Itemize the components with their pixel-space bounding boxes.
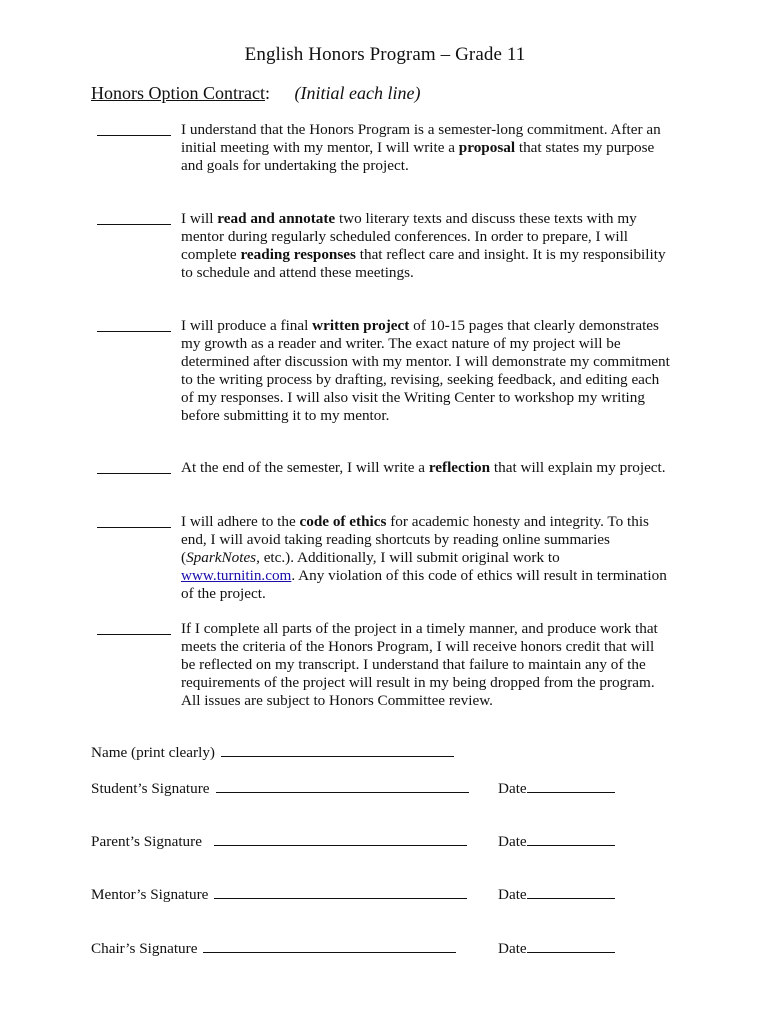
chair-signature-field[interactable] — [203, 940, 456, 953]
clause-text — [181, 317, 671, 425]
clause-italic-term: SparkNotes — [186, 549, 257, 566]
clause-text-part: that will explain my project. — [490, 459, 666, 476]
initial-blank[interactable] — [97, 634, 171, 635]
parent-date — [498, 833, 615, 851]
clause-text-part: I will adhere to the — [181, 513, 300, 530]
clause-text-part: two literary texts and discuss these texts with my mentor during regularly scheduled conferences. In order to prepare, I will complete — [181, 210, 637, 263]
clause-text-part: that states my purpose and goals for undertaking the project. — [181, 139, 655, 174]
contract-heading — [91, 83, 420, 104]
clause-text-part: of 10-15 pages that clearly demonstrates my growth as a reader and writer. The exact nature of my project will be determined after discussion with my mentor. I will demonstrate my commitment to the writing process by drafting, revising, seeking feedback, and editing each of my responses. I will also visit the Writing Center to workshop my writing before submitting it to my mentor. — [181, 317, 670, 424]
student-signature-label: Student’s Signature — [91, 780, 210, 797]
page-title: English Honors Program – Grade 11 — [244, 44, 526, 65]
mentor-date-field[interactable] — [527, 886, 615, 899]
student-date — [498, 780, 615, 798]
clause-ethics — [97, 513, 677, 603]
date-label: Date — [498, 780, 527, 797]
initial-blank[interactable] — [97, 135, 171, 136]
student-date-field[interactable] — [527, 780, 615, 793]
chair-signature-label: Chair’s Signature — [91, 940, 198, 957]
parent-signature-row — [91, 833, 467, 851]
clause-text-part: At the end of the semester, I will write a — [181, 459, 429, 476]
parent-signature-label: Parent’s Signature — [91, 833, 202, 850]
mentor-signature-field[interactable] — [214, 886, 467, 899]
clause-bold-term: reflection — [428, 459, 491, 476]
chair-signature-row — [91, 940, 456, 958]
initial-blank[interactable] — [97, 331, 171, 332]
clause-text — [181, 121, 671, 175]
clause-bold-term: proposal — [458, 139, 516, 156]
clause-text-part: If I complete all parts of the project in a timely manner, and produce work that meets the criteria of the Honors Program, I will receive honors credit that will be reflected on my transcript. I understand that failure to maintain any of the requirements of the project will result in my being dropped from the program. All issues are subject to Honors Committee review. — [181, 620, 658, 709]
initial-instruction: (Initial each line) — [294, 83, 421, 103]
clause-text — [181, 620, 671, 710]
name-row — [91, 744, 454, 762]
initial-blank[interactable] — [97, 224, 171, 225]
clause-honors-credit — [97, 620, 677, 710]
student-signature-row — [91, 780, 469, 798]
clause-text — [181, 210, 671, 282]
contract-colon: : — [264, 83, 270, 103]
chair-date-field[interactable] — [527, 940, 615, 953]
clause-text-part: I will produce a final — [181, 317, 313, 334]
mentor-date — [498, 886, 615, 904]
clause-text — [181, 513, 671, 603]
date-label: Date — [498, 940, 527, 957]
clause-text-part: I understand that the Honors Program is a semester-long commitment. After an initial meeting with my mentor, I will write a — [181, 121, 661, 156]
clause-text-part: that reflect care and insight. It is my responsibility to schedule and attend these meetings. — [181, 246, 666, 281]
clause-text-part: , etc.). Additionally, I will submit original work to — [256, 549, 560, 566]
initial-blank[interactable] — [97, 473, 171, 474]
clause-bold-term: written project — [312, 317, 410, 334]
name-field[interactable] — [221, 744, 454, 757]
clause-commitment — [97, 121, 677, 175]
clause-bold-term: read and annotate — [217, 210, 336, 227]
clause-bold-term: reading responses — [240, 246, 356, 263]
clause-written-project — [97, 317, 677, 425]
mentor-signature-label: Mentor’s Signature — [91, 886, 209, 903]
mentor-signature-row — [91, 886, 467, 904]
initial-blank[interactable] — [97, 527, 171, 528]
contract-label: Honors Option Contract — [91, 83, 265, 103]
chair-date — [498, 940, 615, 958]
date-label: Date — [498, 886, 527, 903]
date-label: Date — [498, 833, 527, 850]
clause-reading — [97, 210, 677, 282]
parent-date-field[interactable] — [527, 833, 615, 846]
clause-text-part: for academic honesty and integrity. To this end, I will avoid taking reading shortcuts by reading online summaries ( — [181, 513, 649, 566]
clause-text-part: . Any violation of this code of ethics will result in termination of the project. — [181, 567, 667, 602]
turnitin-link[interactable]: www.turnitin.com — [181, 567, 292, 584]
clause-text-part: I will — [181, 210, 218, 227]
parent-signature-field[interactable] — [214, 833, 467, 846]
clause-bold-term: code of ethics — [299, 513, 387, 530]
name-label: Name (print clearly) — [91, 744, 215, 761]
clause-text — [181, 459, 671, 477]
clause-reflection — [97, 459, 677, 477]
student-signature-field[interactable] — [216, 780, 469, 793]
